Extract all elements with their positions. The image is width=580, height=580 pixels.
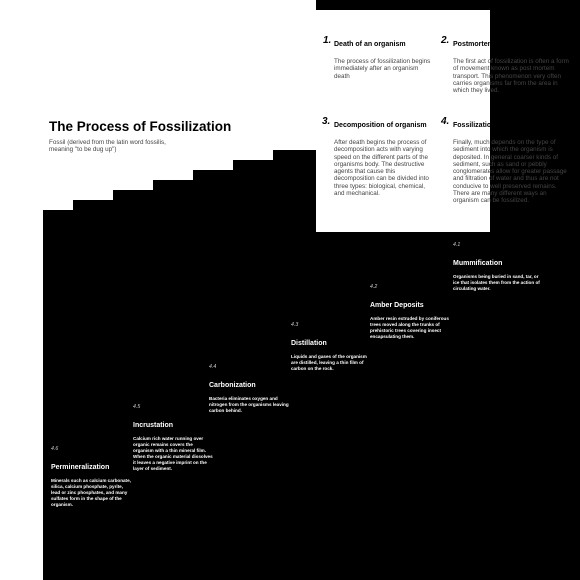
step-block-7	[43, 210, 73, 580]
stage-text: After death begins the process of decomposition acts with varying speed on the different parts of the organisms body. The destructive agents that cause this decomposition can be divided into three types: biological, chemical, and mechanical.	[334, 139, 429, 198]
method-name: Permineralization	[51, 464, 110, 471]
right-column	[490, 10, 580, 580]
method-description: Organisms being buried in sand, tar, or ice that isolates them from the action of circulating water.	[453, 274, 540, 291]
method-number: 4.1	[453, 242, 461, 248]
stage-number: 1.	[323, 35, 332, 46]
method-number: 4.6	[51, 446, 59, 452]
page-title: The Process of Fossilization	[49, 119, 232, 134]
stage-text: The first act of fossilization is often a form of movement known as post mortem transport. This phenomenon very often carries organisms far from the area in which they lived.	[453, 58, 569, 95]
method-name: Mummification	[453, 260, 503, 267]
method-carbonization	[209, 364, 289, 414]
top-strip	[316, 0, 580, 10]
method-number: 4.2	[370, 284, 378, 290]
page-subtitle: Fossil (derived from the latin word fossilis, meaning "to be dug up")	[49, 139, 166, 154]
step-block-4	[153, 180, 193, 580]
method-permineralization	[51, 446, 133, 508]
method-distillation	[291, 322, 371, 372]
stage-number: 4.	[441, 116, 450, 127]
stage-heading: Decomposition of organism	[334, 122, 427, 129]
stage-number: 3.	[322, 116, 331, 127]
method-description: Liquids and gases of the organism are distilled, leaving a thin film of carbon on the rock.	[291, 354, 367, 371]
method-description: Amber resin extruded by coniferous trees moved along the trunks of prehistoric trees covering insect encapsulating them.	[370, 316, 449, 339]
stage-heading: Death of an organism	[334, 41, 406, 48]
method-name: Carbonization	[209, 382, 256, 389]
method-amber-deposits	[370, 284, 455, 340]
step-block-6	[73, 200, 113, 580]
stage-heading: Fossilization process	[453, 122, 525, 129]
method-name: Amber Deposits	[370, 302, 424, 309]
method-number: 4.5	[133, 404, 141, 410]
stage-text: Finally, much depends on the type of sediment into which the organism is deposited. In general coarser kinds of sediment, such as sand or pebbly conglomerates allow for greater passage and filtration of water and thus are not conducive to well preserved remains. There are many different ways an organism can be fossilized.	[453, 139, 567, 205]
method-description: Minerals such as calcium carbonate, silica, calcium phosphate, pyrite, lead or zinc phosphates, and many sulfates form in the shape of the organism.	[51, 478, 131, 507]
method-number: 4.3	[291, 322, 299, 328]
step-block-5	[113, 190, 153, 580]
stage-heading: Postmortem transportation	[453, 41, 544, 48]
method-description: Bacteria eliminates oxygen and nitrogen from the organisms leaving carbon behind.	[209, 396, 289, 413]
stage-text: The process of fossilization begins immediately after an organism death	[334, 58, 431, 80]
stage-number: 2.	[441, 35, 450, 46]
method-mummification	[453, 242, 543, 292]
method-name: Distillation	[291, 340, 327, 347]
method-description: Calcium rich water running over organic remains covers the organism with a thin mineral film. When the organic material dissolves it leaves a negative imprint on the layer of sediment.	[133, 436, 213, 471]
method-name: Incrustation	[133, 422, 174, 429]
method-incrustation	[133, 404, 213, 471]
method-number: 4.4	[209, 364, 217, 370]
